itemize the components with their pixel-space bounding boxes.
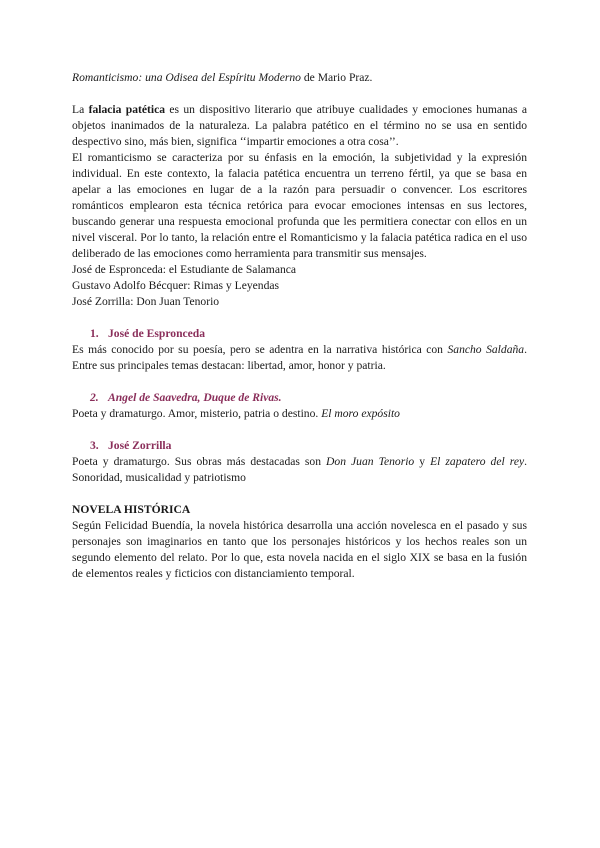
author-name: José Zorrilla xyxy=(108,439,172,452)
author-text: . Sonoridad, musicalidad y patriotismo xyxy=(72,455,528,484)
author-text: y xyxy=(414,455,431,468)
author-description-2 xyxy=(72,406,527,422)
author-text: Poeta y dramaturgo. Amor, misterio, patria o destino. xyxy=(72,407,322,420)
novela-paragraph: Según Felicidad Buendía, la novela histórica desarrolla una acción novelesca en el pasado y sus personajes son imaginarios en tanto que los personajes históricos y los hechos reales son un segundo elemento del relato. Por lo que, esta novela nacida en el siglo XIX se basa en la fusión de elementos reales y ficticios con distanciamiento temporal. xyxy=(72,519,527,580)
author-name: Angel de Saavedra, Duque de Rivas. xyxy=(108,391,282,404)
reference-title: Romanticismo: una Odisea del Espíritu Moderno xyxy=(72,71,301,84)
works-list-item: Gustavo Adolfo Bécquer: Rimas y Leyendas xyxy=(72,279,280,292)
works-list-item: José de Espronceda: el Estudiante de Salamanca xyxy=(72,263,297,276)
reference-author: de Mario Praz. xyxy=(300,71,373,84)
author-text: . Entre sus principales temas destacan: libertad, amor, honor y patria. xyxy=(72,343,527,372)
author-name: José de Espronceda xyxy=(108,327,206,340)
author-number: 3. xyxy=(90,439,99,452)
works-list-item: José Zorrilla: Don Juan Tenorio xyxy=(72,295,220,308)
author-text: Poeta y dramaturgo. Sus obras más destacadas son xyxy=(72,455,327,468)
author-work: Sancho Saldaña xyxy=(447,343,525,356)
document-body xyxy=(72,70,527,582)
author-work: El zapatero del rey xyxy=(430,455,525,468)
author-work: El moro expósito xyxy=(321,407,400,420)
section-title-novela: NOVELA HISTÓRICA xyxy=(72,503,191,516)
author-number: 2. xyxy=(90,391,99,404)
author-number: 1. xyxy=(90,327,99,340)
falacia-paragraph xyxy=(72,102,527,150)
author-text: Es más conocido por su poesía, pero se adentra en la narrativa histórica con xyxy=(72,343,448,356)
reference-line xyxy=(72,70,527,86)
author-description-1 xyxy=(72,342,527,374)
author-heading-2 xyxy=(72,390,527,406)
falacia-body: es un dispositivo literario que atribuye cualidades y emociones humanas a objetos inanimados de la naturaleza. La palabra patético en el término no se usa en sentido despectivo sino, más bien, significa ‘‘impartir emociones a otra cosa’’. xyxy=(72,103,528,148)
author-work: Don Juan Tenorio xyxy=(326,455,415,468)
romanticismo-paragraph: El romanticismo se caracteriza por su énfasis en la emoción, la subjetividad y la expresión individual. En este contexto, la falacia patética encuentra un terreno fértil, ya que se basa en apelar a las emociones en lugar de a la razón para persuadir o convencer. Los escritores románticos emplearon esta técnica retórica para evocar emociones intensas en sus lectores, buscando generar una respuesta emocional profunda que les permitiera conectar con ellos en un nivel visceral. Por lo tanto, la relación entre el Romanticismo y la falacia patética radica en el uso deliberado de las emociones como herramienta para transmitir sus mensajes. xyxy=(72,151,527,260)
falacia-term: falacia patética xyxy=(88,103,166,116)
author-heading-1 xyxy=(72,326,527,342)
falacia-lead: La xyxy=(72,103,89,116)
author-heading-3 xyxy=(72,438,527,454)
author-description-3 xyxy=(72,454,527,486)
